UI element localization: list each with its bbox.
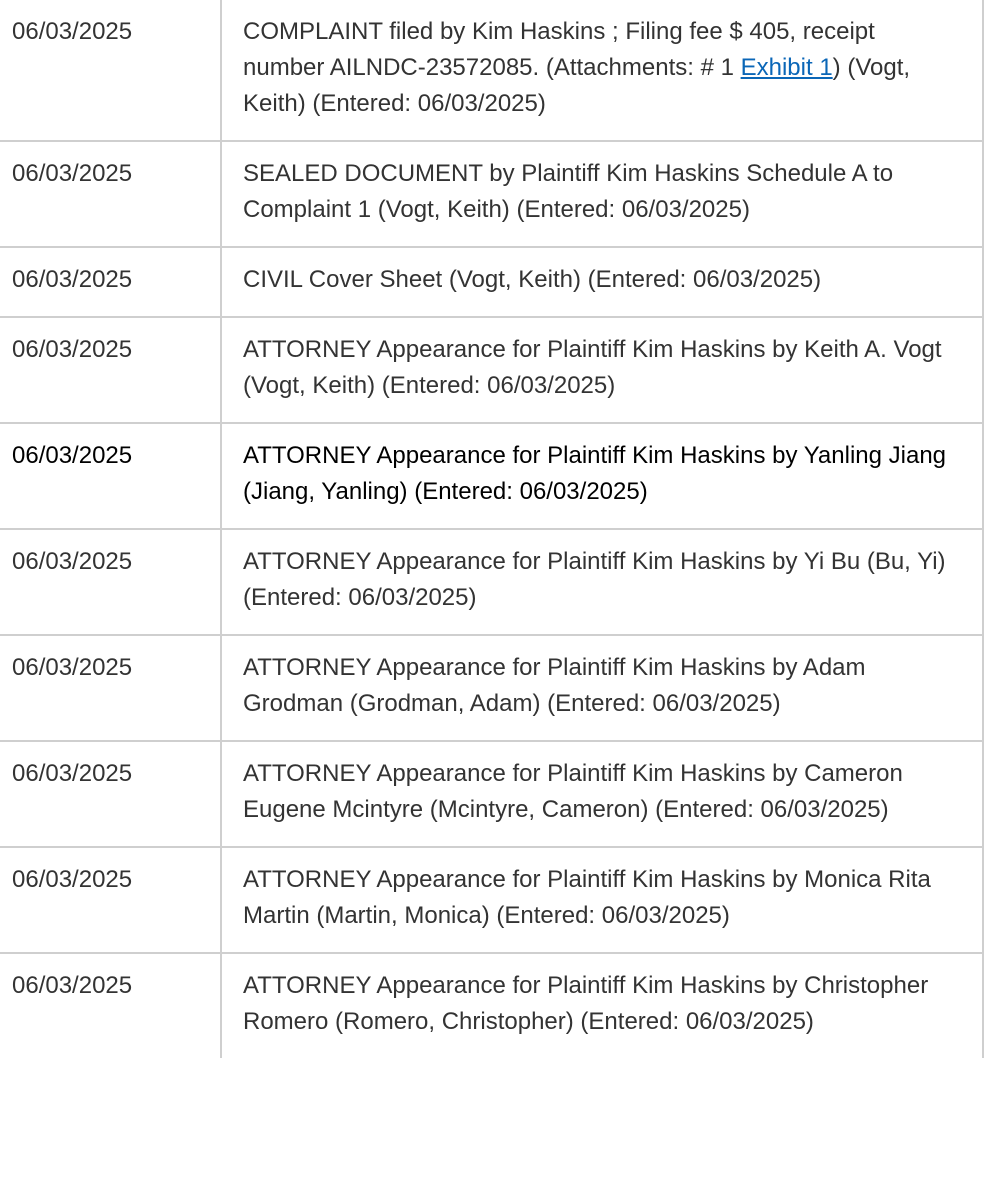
entry-date: 06/03/2025 bbox=[0, 847, 221, 953]
entry-date: 06/03/2025 bbox=[0, 141, 221, 247]
entry-text: ATTORNEY Appearance for Plaintiff Kim Haskins by Adam Grodman (Grodman, Adam) (Entered: 06/03/2025) bbox=[221, 635, 983, 741]
docket-entry bbox=[0, 529, 983, 635]
entry-text-after: ) (Vogt, Keith) (Entered: 06/03/2025) bbox=[243, 54, 911, 117]
entry-text: ATTORNEY Appearance for Plaintiff Kim Haskins by Cameron Eugene Mcintyre (Mcintyre, Cameron) (Entered: 06/03/2025) bbox=[221, 741, 983, 847]
entry-text bbox=[221, 0, 983, 141]
docket-entry bbox=[0, 635, 983, 741]
entry-date: 06/03/2025 bbox=[0, 0, 221, 141]
entry-text: ATTORNEY Appearance for Plaintiff Kim Haskins by Christopher Romero (Romero, Christopher) (Entered: 06/03/2025) bbox=[221, 953, 983, 1058]
docket-entry bbox=[0, 317, 983, 423]
entry-date: 06/03/2025 bbox=[0, 635, 221, 741]
docket-entry bbox=[0, 141, 983, 247]
entry-text: ATTORNEY Appearance for Plaintiff Kim Haskins by Monica Rita Martin (Martin, Monica) (Entered: 06/03/2025) bbox=[221, 847, 983, 953]
entry-text: CIVIL Cover Sheet (Vogt, Keith) (Entered: 06/03/2025) bbox=[221, 247, 983, 317]
entry-date: 06/03/2025 bbox=[0, 741, 221, 847]
entry-text: ATTORNEY Appearance for Plaintiff Kim Haskins by Keith A. Vogt (Vogt, Keith) (Entered: 06/03/2025) bbox=[221, 317, 983, 423]
docket-entry bbox=[0, 247, 983, 317]
entry-date: 06/03/2025 bbox=[0, 317, 221, 423]
entry-text: ATTORNEY Appearance for Plaintiff Kim Haskins by Yi Bu (Bu, Yi) (Entered: 06/03/2025) bbox=[221, 529, 983, 635]
entry-date: 06/03/2025 bbox=[0, 529, 221, 635]
docket-entry bbox=[0, 0, 983, 141]
entry-text-before: COMPLAINT filed by Kim Haskins ; Filing fee $ 405, receipt number AILNDC-23572085. (Attachments: # 1 bbox=[243, 18, 875, 81]
docket-entry bbox=[0, 847, 983, 953]
entry-text: ATTORNEY Appearance for Plaintiff Kim Haskins by Yanling Jiang (Jiang, Yanling) (Entered: 06/03/2025) bbox=[221, 423, 983, 529]
docket-entry bbox=[0, 423, 983, 529]
entry-text: SEALED DOCUMENT by Plaintiff Kim Haskins Schedule A to Complaint 1 (Vogt, Keith) (Entered: 06/03/2025) bbox=[221, 141, 983, 247]
entry-date: 06/03/2025 bbox=[0, 423, 221, 529]
docket-entry bbox=[0, 953, 983, 1058]
entry-date: 06/03/2025 bbox=[0, 247, 221, 317]
exhibit-link[interactable]: Exhibit 1 bbox=[740, 54, 833, 81]
entry-date: 06/03/2025 bbox=[0, 953, 221, 1058]
docket-entry bbox=[0, 741, 983, 847]
